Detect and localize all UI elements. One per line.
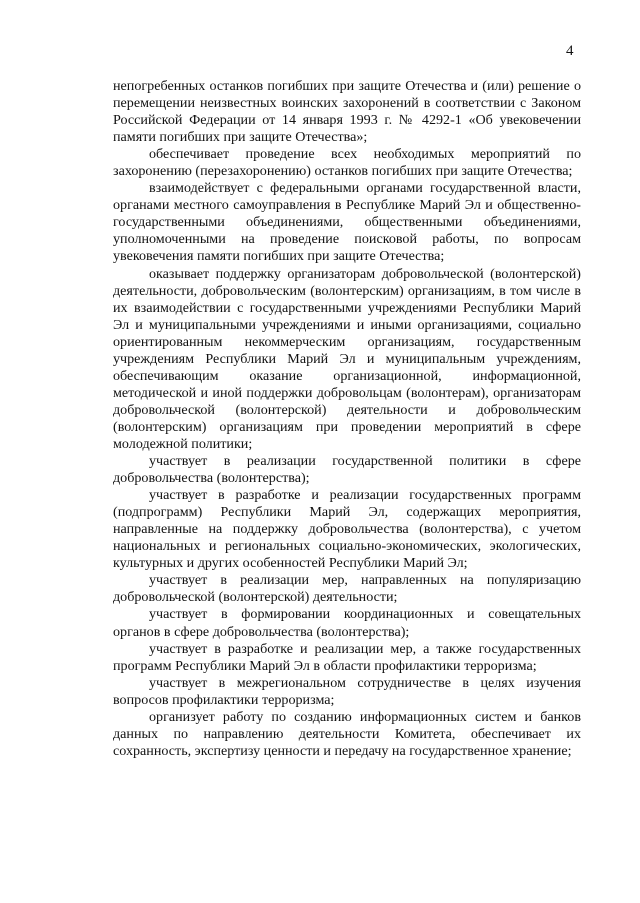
page-number: 4: [566, 43, 574, 59]
paragraph-popularization: участвует в реализации мер, направленных на популяризацию добровольческой (волонтерской) деятельности;: [113, 572, 581, 606]
paragraph-reburial: обеспечивает проведение всех необходимых мероприятий по захоронению (перезахоронению) останков погибших при защите Отечества;: [113, 146, 581, 180]
paragraph-volunteer-support: оказывает поддержку организаторам добровольческой (волонтерской) деятельности, добровольческим (волонтерским) организациям, в том числе в их взаимодействии с государственными учреждениями Республики Марий Эл и муниципальными учреждениями и иными организациями, социально ориентированным некоммерческим организациям, государственным учреждениям Республики Марий Эл и муниципальным учреждениям, обеспечивающим оказание организационной, информационной, методической и иной поддержки добровольцам (волонтерам), организаторам добровольческой (волонтерской) деятельности и добровольческим (волонтерским) организациям при проведении мероприятий в сфере молодежной политики;: [113, 265, 581, 452]
paragraph-coordination-bodies: участвует в формировании координационных и совещательных органов в сфере добровольчества (волонтерства);: [113, 606, 581, 640]
paragraph-interaction: взаимодействует с федеральными органами государственной власти, органами местного самоуправления в Республике Марий Эл и общественно-государственными объединениями, общественными объединениями, уполномоченными на проведение поисковой работы, по вопросам увековечения памяти погибших при защите Отечества;: [113, 180, 581, 265]
paragraph-interregional-cooperation: участвует в межрегиональном сотрудничестве в целях изучения вопросов профилактики терроризма;: [113, 674, 581, 708]
paragraph-state-programs: участвует в разработке и реализации государственных программ (подпрограмм) Республики Марий Эл, содержащих мероприятия, направленные на поддержку добровольчества (волонтерства), с учетом национальных и региональных социально-экономических, экологических, культурных и других особенностей Республики Марий Эл;: [113, 487, 581, 572]
paragraph-information-systems: организует работу по созданию информационных систем и банков данных по направлению деятельности Комитета, обеспечивает их сохранность, экспертизу ценности и передачу на государственное хранение;: [113, 708, 581, 759]
paragraph-continuation: непогребенных останков погибших при защите Отечества и (или) решение о перемещении неизвестных воинских захоронений в соответствии с Законом Российской Федерации от 14 января 1993 г. № 4292-1 «Об увековечении памяти погибших при защите Отечества»;: [113, 78, 581, 146]
document-body: [113, 78, 581, 760]
paragraph-volunteer-policy: участвует в реализации государственной политики в сфере добровольчества (волонтерства);: [113, 453, 581, 487]
paragraph-terrorism-prevention: участвует в разработке и реализации мер, а также государственных программ Республики Марий Эл в области профилактики терроризма;: [113, 640, 581, 674]
